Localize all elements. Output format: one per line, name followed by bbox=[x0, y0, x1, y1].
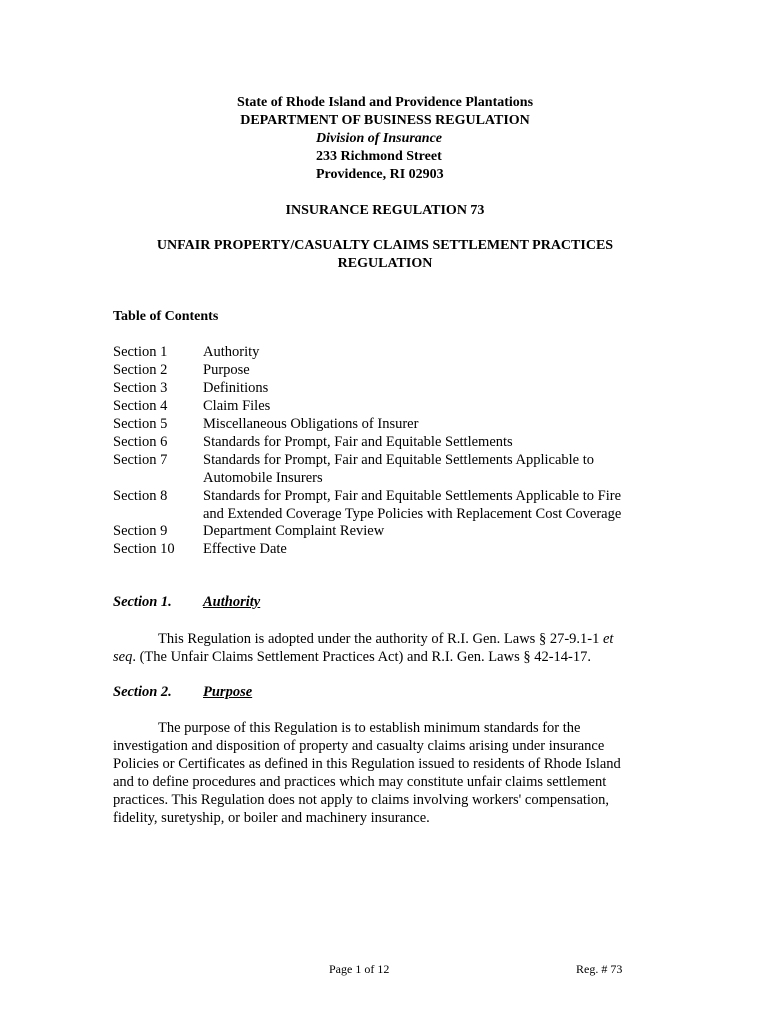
regulation-number: INSURANCE REGULATION 73 bbox=[285, 203, 485, 218]
header-division: Division of Insurance bbox=[316, 131, 443, 146]
header-state: State of Rhode Island and Providence Plantations bbox=[236, 95, 534, 110]
section2-line: and to define procedures and practices which may constitute unfair claims settlement bbox=[113, 774, 607, 790]
toc-section-title: Definitions bbox=[203, 380, 269, 396]
section1-text-italic2: seq bbox=[113, 649, 133, 665]
toc-section-number: Section 5 bbox=[113, 416, 168, 432]
toc-section-number: Section 6 bbox=[113, 434, 168, 450]
section2-line: investigation and disposition of property and casualty claims arising under insurance bbox=[113, 738, 605, 754]
section1-label: Section 1. bbox=[113, 594, 172, 610]
section1-text-part2: . (The Unfair Claims Settlement Practices Act) and R.I. Gen. Laws § 42-14-17. bbox=[132, 649, 591, 665]
section2-heading[interactable]: Purpose bbox=[203, 684, 253, 700]
section2-paragraph bbox=[113, 719, 643, 827]
toc-section-title: Effective Date bbox=[203, 541, 287, 557]
toc-section-title: Standards for Prompt, Fair and Equitable Settlements Applicable to Fire bbox=[203, 488, 622, 504]
section2-line: Policies or Certificates as defined in this Regulation issued to residents of Rhode Island bbox=[113, 756, 621, 772]
header-city: Providence, RI 02903 bbox=[316, 167, 444, 182]
section2-line: fidelity, suretyship, or boiler and machinery insurance. bbox=[113, 810, 430, 826]
section1-text-part1: This Regulation is adopted under the authority of R.I. Gen. Laws § 27-9.1-1 bbox=[158, 631, 603, 647]
toc-section-number: Section 1 bbox=[113, 344, 168, 360]
regulation-title-line1: UNFAIR PROPERTY/CASUALTY CLAIMS SETTLEMENT PRACTICES bbox=[156, 238, 614, 253]
toc-section-number: Section 4 bbox=[113, 398, 168, 414]
toc-section-title: Standards for Prompt, Fair and Equitable Settlements Applicable to bbox=[203, 452, 595, 468]
toc-section-title: Standards for Prompt, Fair and Equitable Settlements bbox=[203, 434, 513, 450]
toc-section-number: Section 9 bbox=[113, 523, 168, 539]
toc-section-title: Authority bbox=[203, 344, 260, 360]
toc-section-title: Miscellaneous Obligations of Insurer bbox=[203, 416, 419, 432]
footer-regulation-number: Reg. # 73 bbox=[576, 962, 623, 976]
toc-section-number: Section 7 bbox=[113, 452, 168, 468]
regulation-title-line2: REGULATION bbox=[337, 256, 433, 271]
toc-section-number: Section 2 bbox=[113, 362, 168, 378]
toc-section-title: Claim Files bbox=[203, 398, 271, 414]
section2-label: Section 2. bbox=[113, 684, 172, 700]
section1-paragraph bbox=[113, 630, 643, 666]
section2-line: practices. This Regulation does not apply to claims involving workers' compensation, bbox=[113, 792, 610, 808]
section1-text-italic1: et bbox=[602, 631, 614, 647]
toc-section-number: Section 8 bbox=[113, 488, 168, 504]
header-street: 233 Richmond Street bbox=[316, 149, 442, 164]
toc-section-number: Section 10 bbox=[113, 541, 175, 557]
section1-heading[interactable]: Authority bbox=[203, 594, 261, 610]
toc-heading: Table of Contents bbox=[113, 309, 219, 324]
header-department: DEPARTMENT OF BUSINESS REGULATION bbox=[240, 113, 530, 128]
toc-section-title-continued: Automobile Insurers bbox=[203, 470, 323, 486]
section2-line: The purpose of this Regulation is to establish minimum standards for the bbox=[158, 720, 581, 736]
toc-section-title: Purpose bbox=[203, 362, 250, 378]
footer-page-number: Page 1 of 12 bbox=[329, 962, 390, 976]
toc-section-number: Section 3 bbox=[113, 380, 168, 396]
toc-section-title: Department Complaint Review bbox=[203, 523, 385, 539]
toc-section-title-continued: and Extended Coverage Type Policies with Replacement Cost Coverage bbox=[203, 506, 622, 522]
